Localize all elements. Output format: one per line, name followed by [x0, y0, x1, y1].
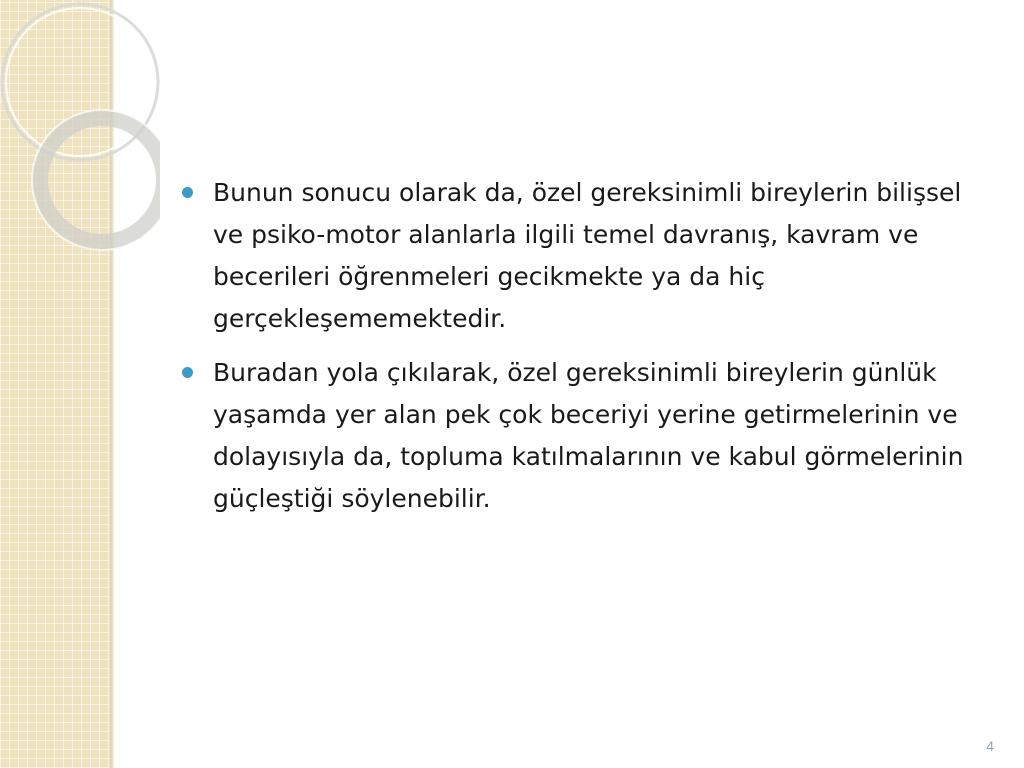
slide-body	[180, 172, 990, 532]
bullet-text: Bunun sonucu olarak da, özel gereksinimli bireylerin bilişsel ve psiko-motor alanlarla ilgili temel davranış, kavram ve becerileri öğrenmeleri gecikmekte ya da hiç gerçekleşememektedir.	[213, 178, 962, 333]
bullet-item	[180, 352, 990, 520]
page-number: 4	[986, 738, 994, 754]
bullet-text: Buradan yola çıkılarak, özel gereksinimli bireylerin günlük yaşamda yer alan pek çok beceriyi yerine getirmelerinin ve dolayısıyla da, topluma katılmalarının ve kabul görmelerinin güçleştiği söylenebilir.	[213, 358, 964, 513]
decorative-rings	[0, 0, 160, 260]
bullet-dot-icon	[182, 187, 193, 198]
bullet-dot-icon	[182, 367, 193, 378]
bullet-item	[180, 172, 990, 340]
bullet-list	[180, 172, 990, 520]
